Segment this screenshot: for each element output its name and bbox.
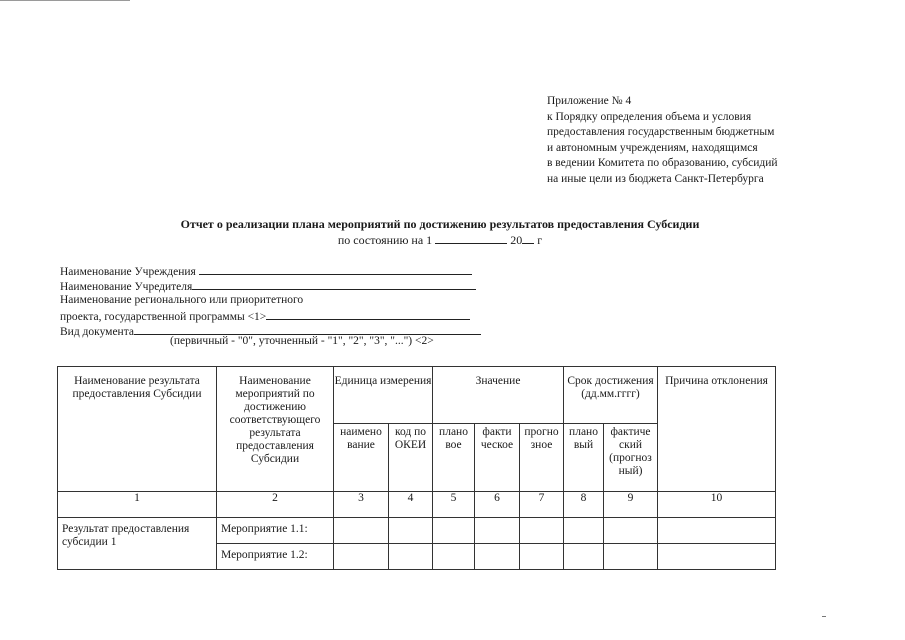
subheader-forecast: прогно зное	[520, 424, 564, 492]
subheader-planned: плано вое	[433, 424, 475, 492]
empty-cell	[564, 518, 604, 544]
empty-cell	[658, 544, 776, 570]
header-unit: Единица измерения	[334, 367, 433, 424]
year-prefix: 20	[510, 233, 523, 247]
header-deadline: Срок достижения (дд.мм.гггг)	[564, 367, 658, 424]
column-number: 1	[58, 492, 217, 518]
field-label: Наименование регионального или приоритетного	[60, 294, 304, 306]
scan-edge-line	[0, 0, 130, 1]
year-blank	[522, 232, 534, 244]
header-measure-name: Наименование мероприятий по достижению соответствующего результата предоставления Субсидии	[217, 367, 334, 492]
field-blank	[192, 278, 476, 290]
date-blank	[435, 232, 507, 244]
header-result-name: Наименование результата предоставления Субсидии	[58, 367, 217, 492]
column-number-row	[58, 492, 776, 518]
field-label: Наименование Учреждения	[60, 266, 196, 278]
empty-cell	[334, 518, 389, 544]
appendix-line: Приложение № 4	[547, 95, 632, 107]
field-project-cont	[60, 308, 481, 323]
report-title: Отчет о реализации плана мероприятий по достижению результатов предоставления Субсидии	[180, 217, 700, 231]
column-number: 10	[658, 492, 776, 518]
measure-cell: Мероприятие 1.2:	[217, 544, 334, 570]
appendix-line: предоставления государственным бюджетным	[547, 126, 775, 138]
column-number: 3	[334, 492, 389, 518]
appendix-heading	[547, 94, 778, 187]
empty-cell	[433, 544, 475, 570]
report-date-line	[0, 232, 880, 248]
field-blank	[266, 308, 470, 320]
empty-cell	[520, 544, 564, 570]
empty-cell	[520, 518, 564, 544]
column-number: 6	[475, 492, 520, 518]
field-founder	[60, 278, 481, 293]
field-label: Вид документа	[60, 326, 134, 338]
empty-cell	[475, 544, 520, 570]
column-number: 2	[217, 492, 334, 518]
appendix-line: в ведении Комитета по образованию, субсидий	[547, 157, 778, 169]
column-number: 4	[389, 492, 433, 518]
result-cell: Результат предоставления субсидии 1	[58, 518, 217, 570]
empty-cell	[604, 544, 658, 570]
subheader-okei: код по ОКЕИ	[389, 424, 433, 492]
measure-cell: Мероприятие 1.1:	[217, 518, 334, 544]
header-reason: Причина отклонения	[658, 367, 776, 492]
empty-cell	[604, 518, 658, 544]
report-table	[57, 366, 776, 570]
subheader-unit-name: наимено вание	[334, 424, 389, 492]
empty-cell	[658, 518, 776, 544]
empty-cell	[334, 544, 389, 570]
field-label: проекта, государственной программы <1>	[60, 311, 267, 323]
subheader-deadline-planned: плано вый	[564, 424, 604, 492]
doc-type-note: (первичный - "0", уточненный - "1", "2", "3", "...") <2>	[170, 335, 434, 347]
subheader-actual: факти ческое	[475, 424, 520, 492]
empty-cell	[389, 544, 433, 570]
column-number: 5	[433, 492, 475, 518]
field-blank	[134, 323, 481, 335]
field-project	[60, 293, 481, 308]
empty-cell	[433, 518, 475, 544]
year-suffix: г	[537, 233, 543, 247]
column-number: 7	[520, 492, 564, 518]
scan-mark	[822, 616, 826, 617]
empty-cell	[475, 518, 520, 544]
field-label: Наименование Учредителя	[60, 281, 193, 293]
subheader-deadline-actual: фактиче ский (прогноз ный)	[604, 424, 658, 492]
table-row	[58, 518, 776, 544]
field-institution	[60, 263, 481, 278]
appendix-line: к Порядку определения объема и условия	[547, 110, 752, 123]
header-row	[58, 367, 776, 424]
report-fields	[60, 263, 481, 338]
appendix-line: на иные цели из бюджета Санкт-Петербурга	[547, 172, 764, 185]
column-number: 8	[564, 492, 604, 518]
date-prefix: по состоянию на 1	[337, 233, 433, 247]
empty-cell	[389, 518, 433, 544]
column-number: 9	[604, 492, 658, 518]
appendix-line: и автономным учреждениям, находящимся	[547, 141, 758, 154]
field-blank	[199, 263, 472, 275]
empty-cell	[564, 544, 604, 570]
header-value: Значение	[433, 367, 564, 424]
